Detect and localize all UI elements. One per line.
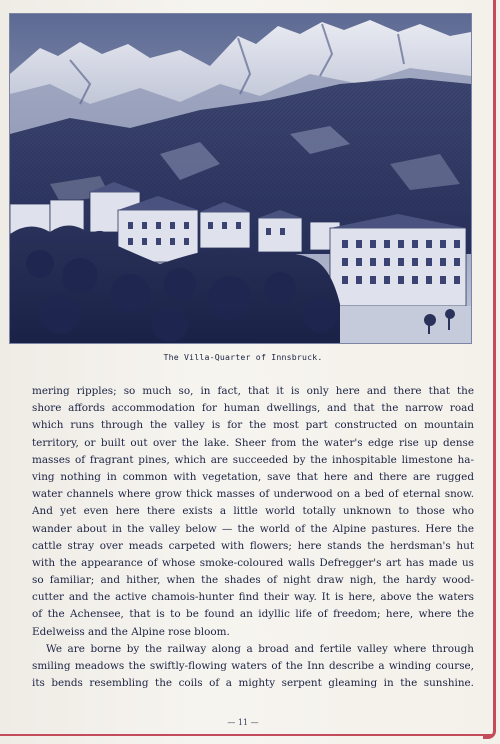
page-bottom-rule [0, 734, 492, 736]
text-line: mering ripples; so much so, in fact, that it is only here and there that the [32, 385, 474, 397]
text-line: of the Achensee, that is to be found an idyllic life of freedom; here, where the [32, 608, 474, 621]
text-line: We are borne by the railway along a broad and fertile valley where through [46, 642, 474, 655]
text-line: masses of fragrant pines, which are succeeded by the inhospitable limestone ha- [32, 453, 474, 466]
text-line: with the appearance of whose smoke-coloured walls Defregger's art has made us [32, 556, 474, 569]
villa-quarter-photograph [9, 13, 472, 344]
text-line: wander about in the valley below — the world of the Alpine pastures. Here the [32, 522, 474, 535]
text-line: And yet even here there exists a little world totally unknown to those who [32, 505, 474, 518]
text-line: ving nothing in common with vegetation, save that here and there are rugged [32, 470, 474, 483]
text-line: smiling meadows the swiftly-flowing waters of the Inn describe a winding course, [32, 660, 474, 672]
photo-caption: The Villa-Quarter of Innsbruck. [163, 352, 323, 362]
text-line: so familiar; and hither, when the shades of night draw nigh, the hardy wood- [32, 574, 474, 587]
text-line: territory, or built out over the lake. Sheer from the water's edge rise up dense [32, 436, 474, 449]
body-text [32, 383, 474, 692]
text-line: shore affords accommodation for human dwellings, and that the narrow road [32, 402, 474, 415]
text-line: water channels where grow thick masses of underwood on a bed of eternal snow. [32, 488, 474, 501]
text-line: its bends resembling the coils of a mighty serpent gleaming in the sunshine. [32, 677, 474, 690]
text-line: cutter and the active chamois-hunter find their way. It is here, above the waters [32, 591, 474, 604]
text-line: cattle stray over meads carpeted with flowers; here stands the herdsman's hut [32, 539, 474, 552]
page-edge-border [483, 0, 496, 739]
page-number: — 11 — [227, 718, 259, 727]
text-line: which runs through the valley is for the most part constructed on mountain [32, 419, 474, 432]
text-line: Edelweiss and the Alpine rose bloom. [32, 625, 230, 638]
